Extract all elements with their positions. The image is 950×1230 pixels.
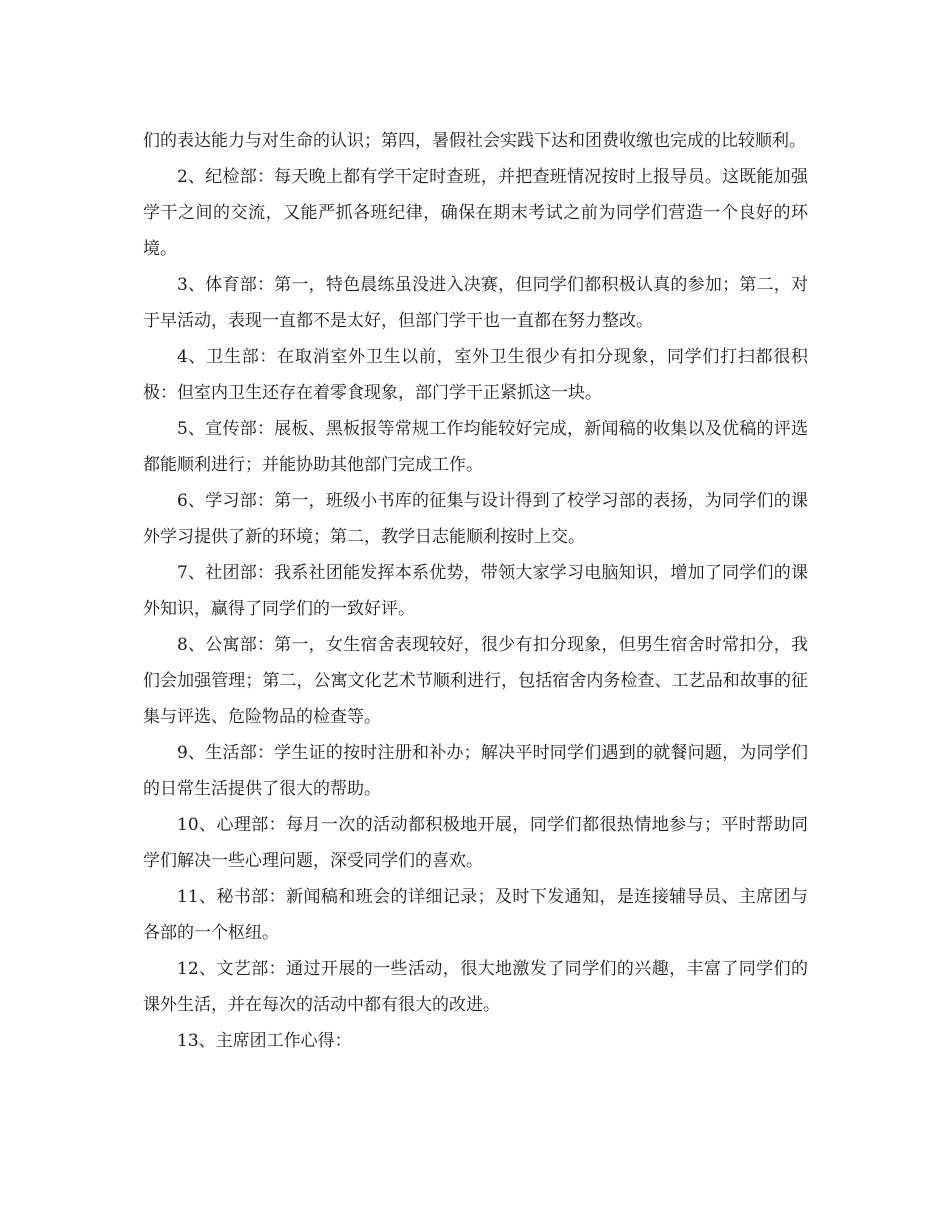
paragraph-health-dept: 4、卫生部：在取消室外卫生以前，室外卫生很少有扣分现象，同学们打扫都很积极：但室内卫生还存在着零食现象，部门学干正紧抓这一块。 (143, 347, 808, 403)
paragraph-psychology-dept: 10、心理部：每月一次的活动都积极地开展，同学们都很热情地参与；平时帮助同学们解决一些心理问题，深受同学们的喜欢。 (143, 815, 808, 871)
paragraph-arts-dept: 12、文艺部：通过开展的一些活动，很大地激发了同学们的兴趣，丰富了同学们的课外生活，并在每次的活动中都有很大的改进。 (143, 959, 808, 1015)
paragraph-publicity-dept: 5、宣传部：展板、黑板报等常规工作均能较好完成，新闻稿的收集以及优稿的评选都能顺利进行；并能协助其他部门完成工作。 (143, 419, 808, 475)
paragraph-secretary-dept: 11、秘书部：新闻稿和班会的详细记录；及时下发通知，是连接辅导员、主席团与各部的一个枢纽。 (143, 887, 808, 943)
paragraph-sports-dept: 3、体育部：第一，特色晨练虽没进入决赛，但同学们都积极认真的参加；第二，对于早活动，表现一直都不是太好，但部门学干也一直都在努力整改。 (143, 275, 808, 331)
paragraph-discipline-dept: 2、纪检部：每天晚上都有学干定时查班，并把查班情况按时上报导员。这既能加强学干之间的交流，又能严抓各班纪律，确保在期末考试之前为同学们营造一个良好的环境。 (143, 167, 808, 259)
document-body (143, 123, 808, 1059)
paragraph-study-dept: 6、学习部：第一，班级小书库的征集与设计得到了校学习部的表扬，为同学们的课外学习提供了新的环境；第二，教学日志能顺利按时上交。 (143, 491, 808, 547)
paragraph-club-dept: 7、社团部：我系社团能发挥本系优势，带领大家学习电脑知识，增加了同学们的课外知识，赢得了同学们的一致好评。 (143, 563, 808, 619)
paragraph-dormitory-dept: 8、公寓部：第一，女生宿舍表现较好，很少有扣分现象，但男生宿舍时常扣分，我们会加强管理；第二，公寓文化艺术节顺利进行，包括宿舍内务检查、工艺品和故事的征集与评选、危险物品的检查等。 (143, 635, 808, 727)
paragraph-life-dept: 9、生活部：学生证的按时注册和补办；解决平时同学们遇到的就餐问题，为同学们的日常生活提供了很大的帮助。 (143, 743, 808, 799)
paragraph-presidium: 13、主席团工作心得： (177, 1031, 352, 1051)
paragraph-continued: 们的表达能力与对生命的认识；第四，暑假社会实践下达和团费收缴也完成的比较顺利。 (143, 131, 806, 151)
